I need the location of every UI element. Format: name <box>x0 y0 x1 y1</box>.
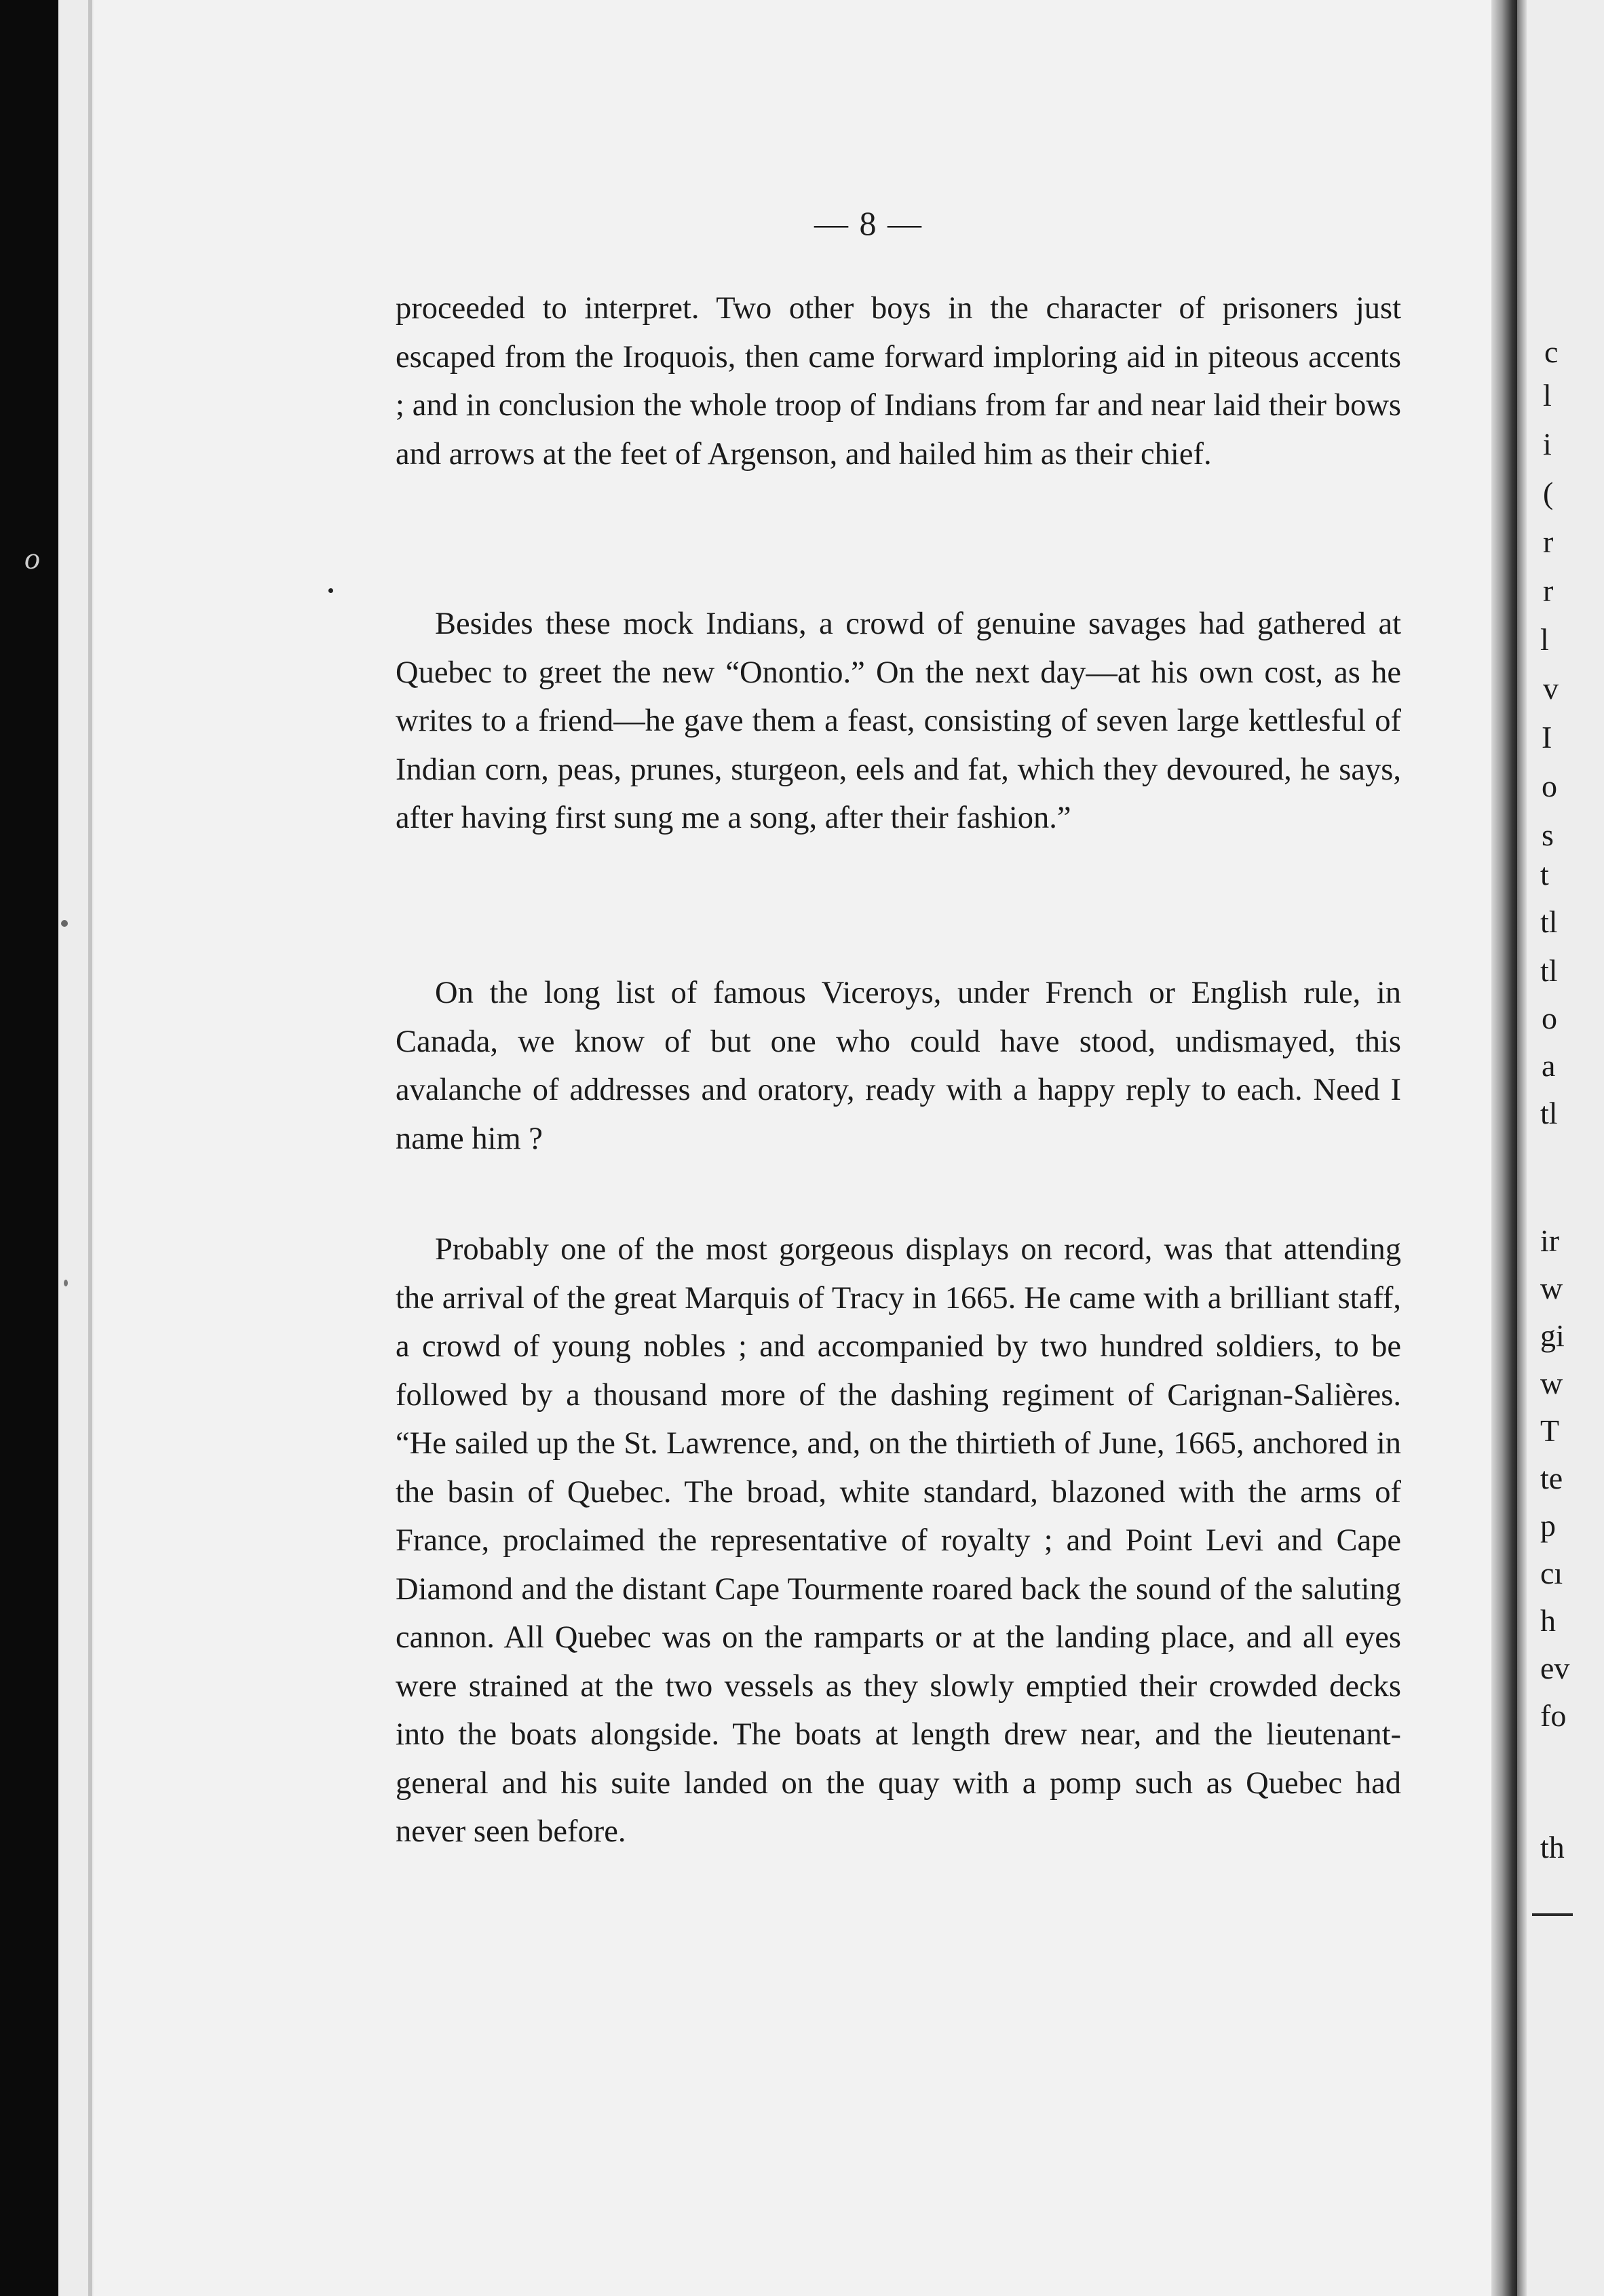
right-fragment: c <box>1544 334 1559 369</box>
right-fragment: t <box>1540 857 1549 892</box>
right-fragment: w <box>1540 1366 1563 1400</box>
paragraph-text: Probably one of the most gorgeous displays on record, was that attending the arrival of the great Marquis of Tracy in 1665. He came with a brilliant staff, a crowd of young nobles ; and accompanied by two hundred soldiers, to be followed by a thousand more of the dashing regiment of Carignan-Salières. “He sailed up the St. Lawrence, and, on the thirtieth of June, 1665, anchored in the basin of Quebec. The broad, white standard, blazoned with the arms of France, proclaimed the representative of royalty ; and Point Levi and Cape Diamond and the distant Cape Tourmente roared back the sound of the saluting cannon. All Quebec was on the ramparts or at the landing place, and all eyes were strained at the two vessels as they slowly emptied their crowded decks into the boats alongside. The boats at length drew near, and the lieutenant-general and his suite landed on the quay with a pomp such as Quebec had never seen before. <box>396 1232 1401 1849</box>
left-edge-line <box>88 0 92 2296</box>
right-fragment: a <box>1542 1048 1556 1083</box>
left-edge-band <box>0 0 58 2296</box>
paragraph <box>396 284 1401 478</box>
paragraph-text: proceeded to interpret. Two other boys in the character of prisoners just escaped from the Iroquois, then came forward imploring aid in piteous accents ; and in conclusion the whole troop of Indians from far and near laid their bows and arrows at the feet of Argenson, and hailed him as their chief. <box>396 291 1401 472</box>
margin-dot <box>328 588 333 593</box>
margin-dot <box>61 920 68 927</box>
right-fragment: th <box>1540 1830 1565 1864</box>
right-fragment: ( <box>1543 476 1554 510</box>
page-number: — 8 — <box>814 204 923 242</box>
right-fragment: ev <box>1540 1651 1570 1685</box>
paragraph-text: On the long list of famous Viceroys, under French or English rule, in Canada, we know of but one who could have stood, undismayed, this avalanche of addresses and oratory, ready with a happy reply to each. Need I name him ? <box>396 976 1401 1156</box>
gutter-shadow <box>1517 0 1527 2296</box>
right-fragment: l <box>1540 622 1549 657</box>
right-fragment: r <box>1543 573 1554 608</box>
margin-dot <box>64 1280 68 1286</box>
right-fragment: o <box>1542 769 1557 803</box>
right-fragment: tl <box>1540 1096 1558 1130</box>
right-fragment-rule <box>1532 1913 1573 1916</box>
right-fragment: fo <box>1540 1698 1567 1733</box>
right-fragment: v <box>1543 671 1559 706</box>
right-fragment: i <box>1543 427 1552 461</box>
right-fragment: I <box>1542 720 1552 754</box>
right-fragment: s <box>1542 818 1554 852</box>
paragraph <box>396 969 1401 1163</box>
paragraph-text: Besides these mock Indians, a crowd of genuine savages had gathered at Quebec to greet the new “Onontio.” On the next day—at his own cost, as he writes to a friend—he gave them a feast, consisting of seven large kettlesful of Indian corn, peas, prunes, sturgeon, eels and fat, which they devoured, he says, after having first sung me a song, after their fashion.” <box>396 607 1401 835</box>
book-gutter <box>1491 0 1517 2296</box>
right-fragment: w <box>1540 1271 1563 1305</box>
right-fragment: ir <box>1540 1223 1560 1258</box>
right-page-fragment <box>1527 0 1604 2296</box>
right-fragment: p <box>1540 1508 1556 1543</box>
right-fragment: r <box>1543 524 1554 559</box>
right-fragment: T <box>1540 1413 1560 1448</box>
right-fragment: te <box>1540 1461 1563 1495</box>
paragraph <box>396 1225 1401 1856</box>
margin-letter: o <box>24 541 40 575</box>
right-fragment: h <box>1540 1603 1556 1638</box>
right-fragment: gi <box>1540 1318 1565 1353</box>
right-fragment: tl <box>1540 953 1558 988</box>
paragraph <box>396 600 1401 843</box>
right-fragment: cı <box>1540 1556 1563 1590</box>
right-fragment: o <box>1542 1001 1557 1035</box>
right-fragment: tl <box>1540 904 1558 939</box>
right-fragment: l <box>1543 378 1552 413</box>
